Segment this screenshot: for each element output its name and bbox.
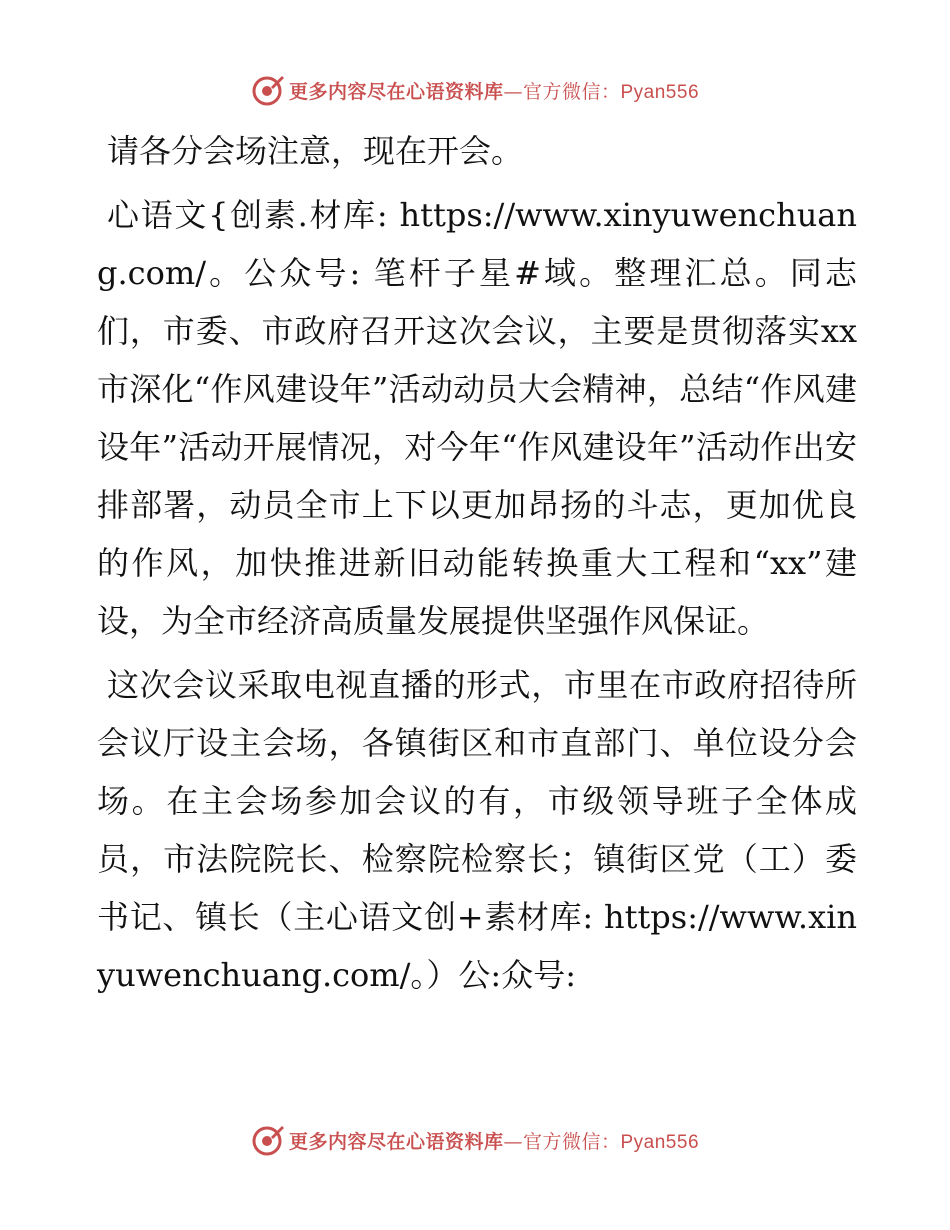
header-banner: [0, 70, 950, 110]
paragraph-3: 这次会议采取电视直播的形式，市里在市政府招待所会议厅设主会场，各镇街区和市直部门、单位设分会场。在主会场参加会议的有，市级领导班子全体成员，市法院院长、检察院检察长；镇街区党（工）委书记、镇长（主心语文创+素材库: https://www.xinyuwenchuang.com/。）公:众号:: [97, 666, 857, 994]
pen-logo-icon: [251, 73, 285, 107]
footer-account: Pyan556: [620, 1131, 700, 1153]
header-account: Pyan556: [620, 81, 700, 103]
footer-separator: —: [503, 1130, 523, 1153]
footer-label: 官方微信：: [522, 1130, 621, 1153]
pen-logo-icon: [251, 1123, 285, 1157]
header-banner-text: [289, 77, 699, 104]
paragraph-2: 心语文{创素.材库: https://www.xinyuwenchuang.com/。公众号: 笔杆子星#域。整理汇总。同志们，市委、市政府召开这次会议，主要是贯彻落实xx市深化“作风建设年”活动动员大会精神，总结“作风建设年”活动开展情况，对今年“作风建设年”活动作出安排部署，动员全市上下以更加昂扬的斗志，更加优良的作风，加快推进新旧动能转换重大工程和“xx”建设，为全市经济高质量发展提供坚强作风保证。: [97, 196, 857, 640]
footer-brand: 更多内容尽在心语资料库: [288, 1130, 504, 1153]
header-label: 官方微信：: [522, 80, 621, 103]
footer-banner: [0, 1120, 950, 1160]
document-body: [97, 122, 857, 1010]
footer-banner-text: [289, 1127, 699, 1154]
header-brand: 更多内容尽在心语资料库: [288, 80, 504, 103]
paragraph-1: 请各分会场注意，现在开会。: [107, 132, 524, 170]
header-separator: —: [503, 80, 523, 103]
